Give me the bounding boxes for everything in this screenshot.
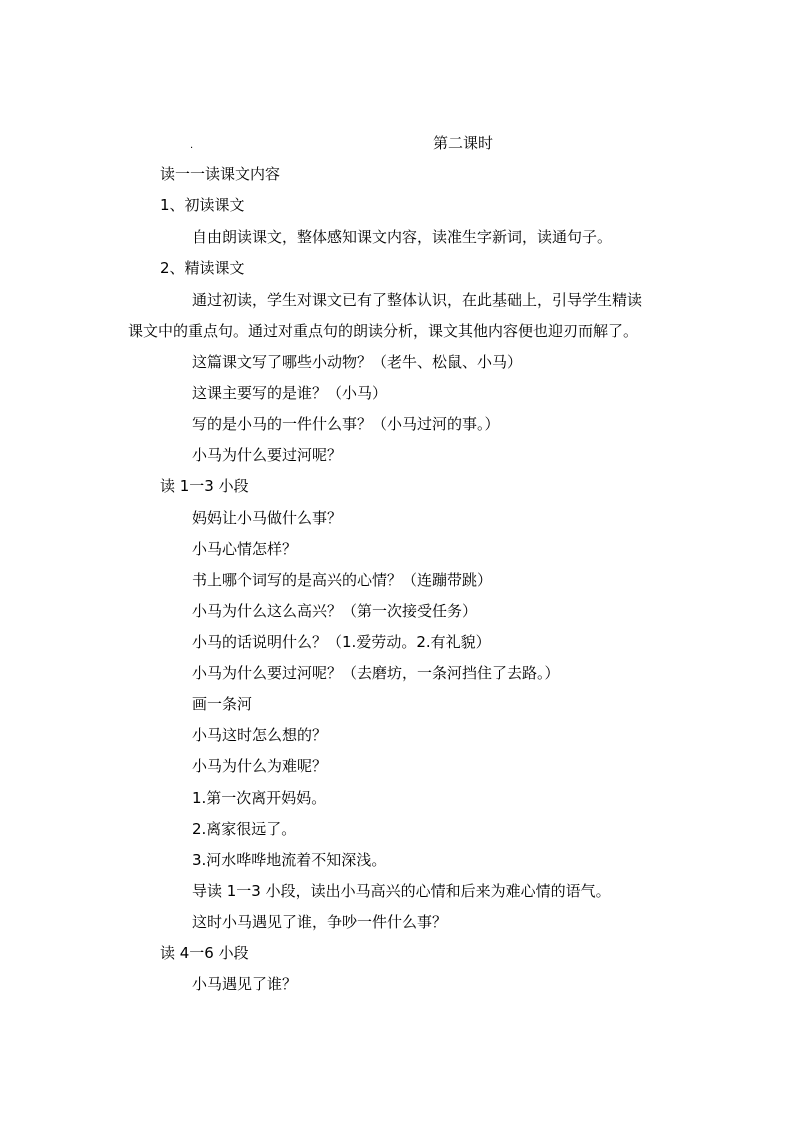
section-heading: 读一一读课文内容 <box>160 165 281 183</box>
question-line: 小马遇见了谁？ <box>192 975 298 993</box>
question-line: 小马为什么要过河呢？（去磨坊，一条河挡住了去路。） <box>192 664 560 682</box>
question-line: 妈妈让小马做什么事？ <box>192 509 343 527</box>
question-line: 书上哪个词写的是高兴的心情？（连蹦带跳） <box>192 571 493 589</box>
question-line: 这篇课文写了哪些小动物？（老牛、松鼠、小马） <box>192 353 523 371</box>
question-line: 小马为什么这么高兴？（第一次接受任务） <box>192 602 478 620</box>
page-marker: . <box>190 140 194 151</box>
step-heading: 2、精读课文 <box>160 259 245 277</box>
paragraph: 自由朗读课文，整体感知课文内容，读准生字新词，读通句子。 <box>192 228 613 246</box>
page-title: 第二课时 <box>433 134 494 152</box>
question-line: 小马这时怎么想的？ <box>192 726 328 744</box>
section-heading: 读 1一3 小段 <box>160 477 249 495</box>
section-heading: 读 4一6 小段 <box>160 944 249 962</box>
question-line: 小马为什么为难呢？ <box>192 757 328 775</box>
list-item: 3.河水哗哗地流着不知深浅。 <box>192 851 387 869</box>
instruction-line: 导读 1一3 小段，读出小马高兴的心情和后来为难心情的语气。 <box>192 882 611 900</box>
instruction-line: 画一条河 <box>192 695 253 713</box>
question-line: 这时小马遇见了谁，争吵一件什么事？ <box>192 913 448 931</box>
question-line: 小马心情怎样？ <box>192 540 298 558</box>
question-line: 小马为什么要过河呢？ <box>192 446 343 464</box>
question-line: 写的是小马的一件什么事？（小马过河的事。） <box>192 415 500 433</box>
question-line: 小马的话说明什么？（1.爱劳动。2.有礼貌） <box>192 633 491 651</box>
paragraph-continuation: 课文中的重点句。通过对重点句的朗读分析，课文其他内容便也迎刃而解了。 <box>128 322 639 340</box>
question-line: 这课主要写的是谁？（小马） <box>192 384 388 402</box>
list-item: 1.第一次离开妈妈。 <box>192 789 327 807</box>
paragraph: 通过初读，学生对课文已有了整体认识，在此基础上，引导学生精读 <box>192 291 643 309</box>
step-heading: 1、初读课文 <box>160 196 245 214</box>
list-item: 2.离家很远了。 <box>192 820 297 838</box>
